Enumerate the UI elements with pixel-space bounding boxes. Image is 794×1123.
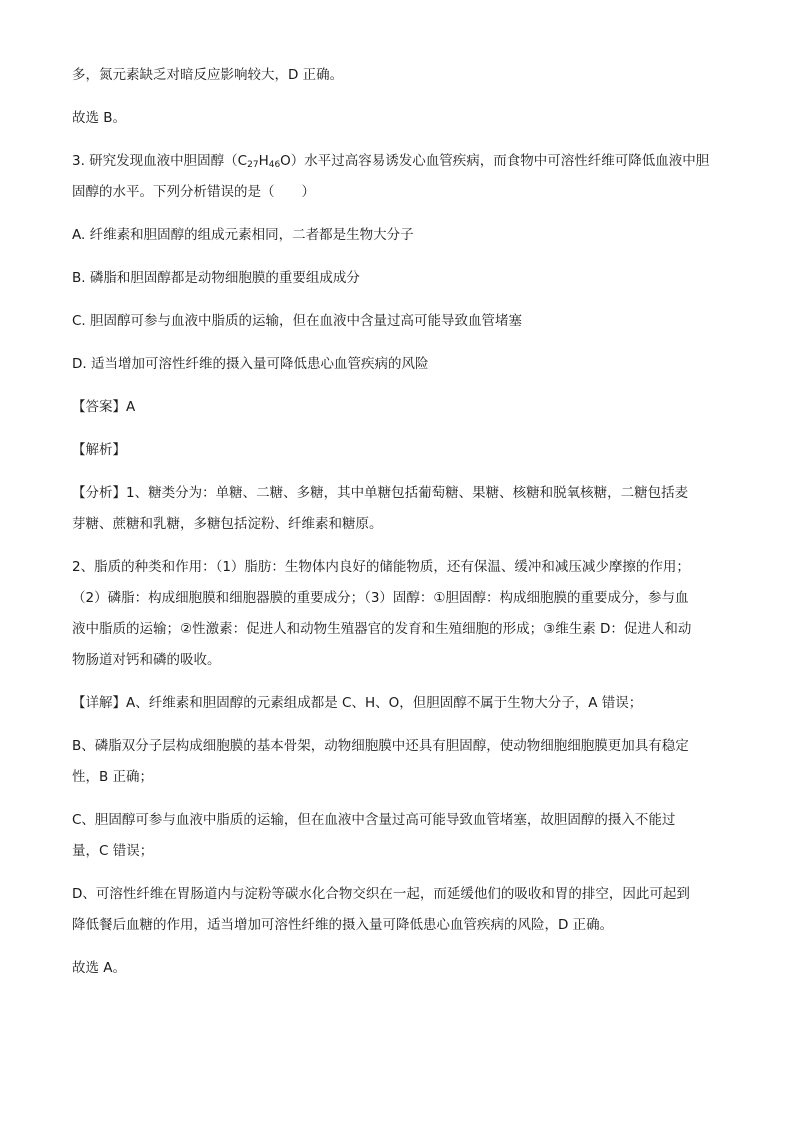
option-a: A. 纤维素和胆固醇的组成元素相同，二者都是生物大分子 [72,227,414,243]
text-line: 多，氮元素缺乏对暗反应影响较大，D 正确。 [72,67,344,83]
option-b: B. 磷脂和胆固醇都是动物细胞膜的重要组成成分 [72,270,360,286]
option-c: C. 胆固醇可参与血液中脂质的运输，但在血液中含量过高可能导致血管堵塞 [72,313,523,329]
final-answer: 故选 A。 [72,960,127,976]
detail-d: D、可溶性纤维在胃肠道内与淀粉等碳水化合物交织在一起，而延缓他们的吸收和胃的排空，因此可起到 [72,886,690,902]
detail-c: 量，C 错误； [72,843,154,859]
detail-d: 降低餐后血糖的作用，适当增加可溶性纤维的摄入量可降低患心血管疾病的风险，D 正确。 [72,917,614,933]
document-page [72,60,732,984]
analysis-heading: 【解析】 [72,442,126,458]
lipid-text: 液中脂质的运输；②性激素：促进人和动物生殖器官的发育和生殖细胞的形成；③维生素 D：促进人和动 [72,621,692,637]
question-3-stem-cont: 固醇的水平。下列分析错误的是（ ） [72,184,315,200]
lipid-text: 物肠道对钙和磷的吸收。 [72,652,221,668]
analysis-text: 芽糖、蔗糖和乳糖，多糖包括淀粉、纤维素和糖原。 [72,516,383,532]
subscript: 27 [247,160,259,170]
option-d: D. 适当增加可溶性纤维的摄入量可降低患心血管疾病的风险 [72,356,429,372]
subscript: 46 [268,160,281,170]
answer-line: 【答案】A [72,399,136,415]
detail-b: B、磷脂双分子层构成细胞膜的基本骨架，动物细胞膜中还具有胆固醇，使动物细胞细胞膜更加具有稳定 [72,738,689,754]
question-3-stem [72,146,732,177]
question-text: 3. 研究发现血液中胆固醇（C [72,153,248,169]
detail-c: C、胆固醇可参与血液中脂质的运输，但在血液中含量过高可能导致血管堵塞，故胆固醇的摄入不能过 [72,812,676,828]
lipid-text: （2）磷脂：构成细胞膜和细胞器膜的重要成分；（3）固醇：①胆固醇：构成细胞膜的重要成分，参与血 [72,590,689,606]
question-text: H [258,153,269,169]
detail-a: 【详解】A、纤维素和胆固醇的元素组成都是 C、H、O，但胆固醇不属于生物大分子，A 错误； [72,695,643,711]
detail-b: 性，B 正确； [72,769,154,785]
text-line: 故选 B。 [72,110,127,126]
analysis-text: 【分析】1、糖类分为：单糖、二糖、多糖，其中单糖包括葡萄糖、果糖、核糖和脱氧核糖，二糖包括麦 [72,485,689,501]
lipid-text: 2、脂质的种类和作用：（1）脂肪：生物体内良好的储能物质，还有保温、缓冲和减压减少摩擦的作用； [72,559,690,575]
question-text: O）水平过高容易诱发心血管疾病，而食物中可溶性纤维可降低血液中胆 [280,153,710,169]
